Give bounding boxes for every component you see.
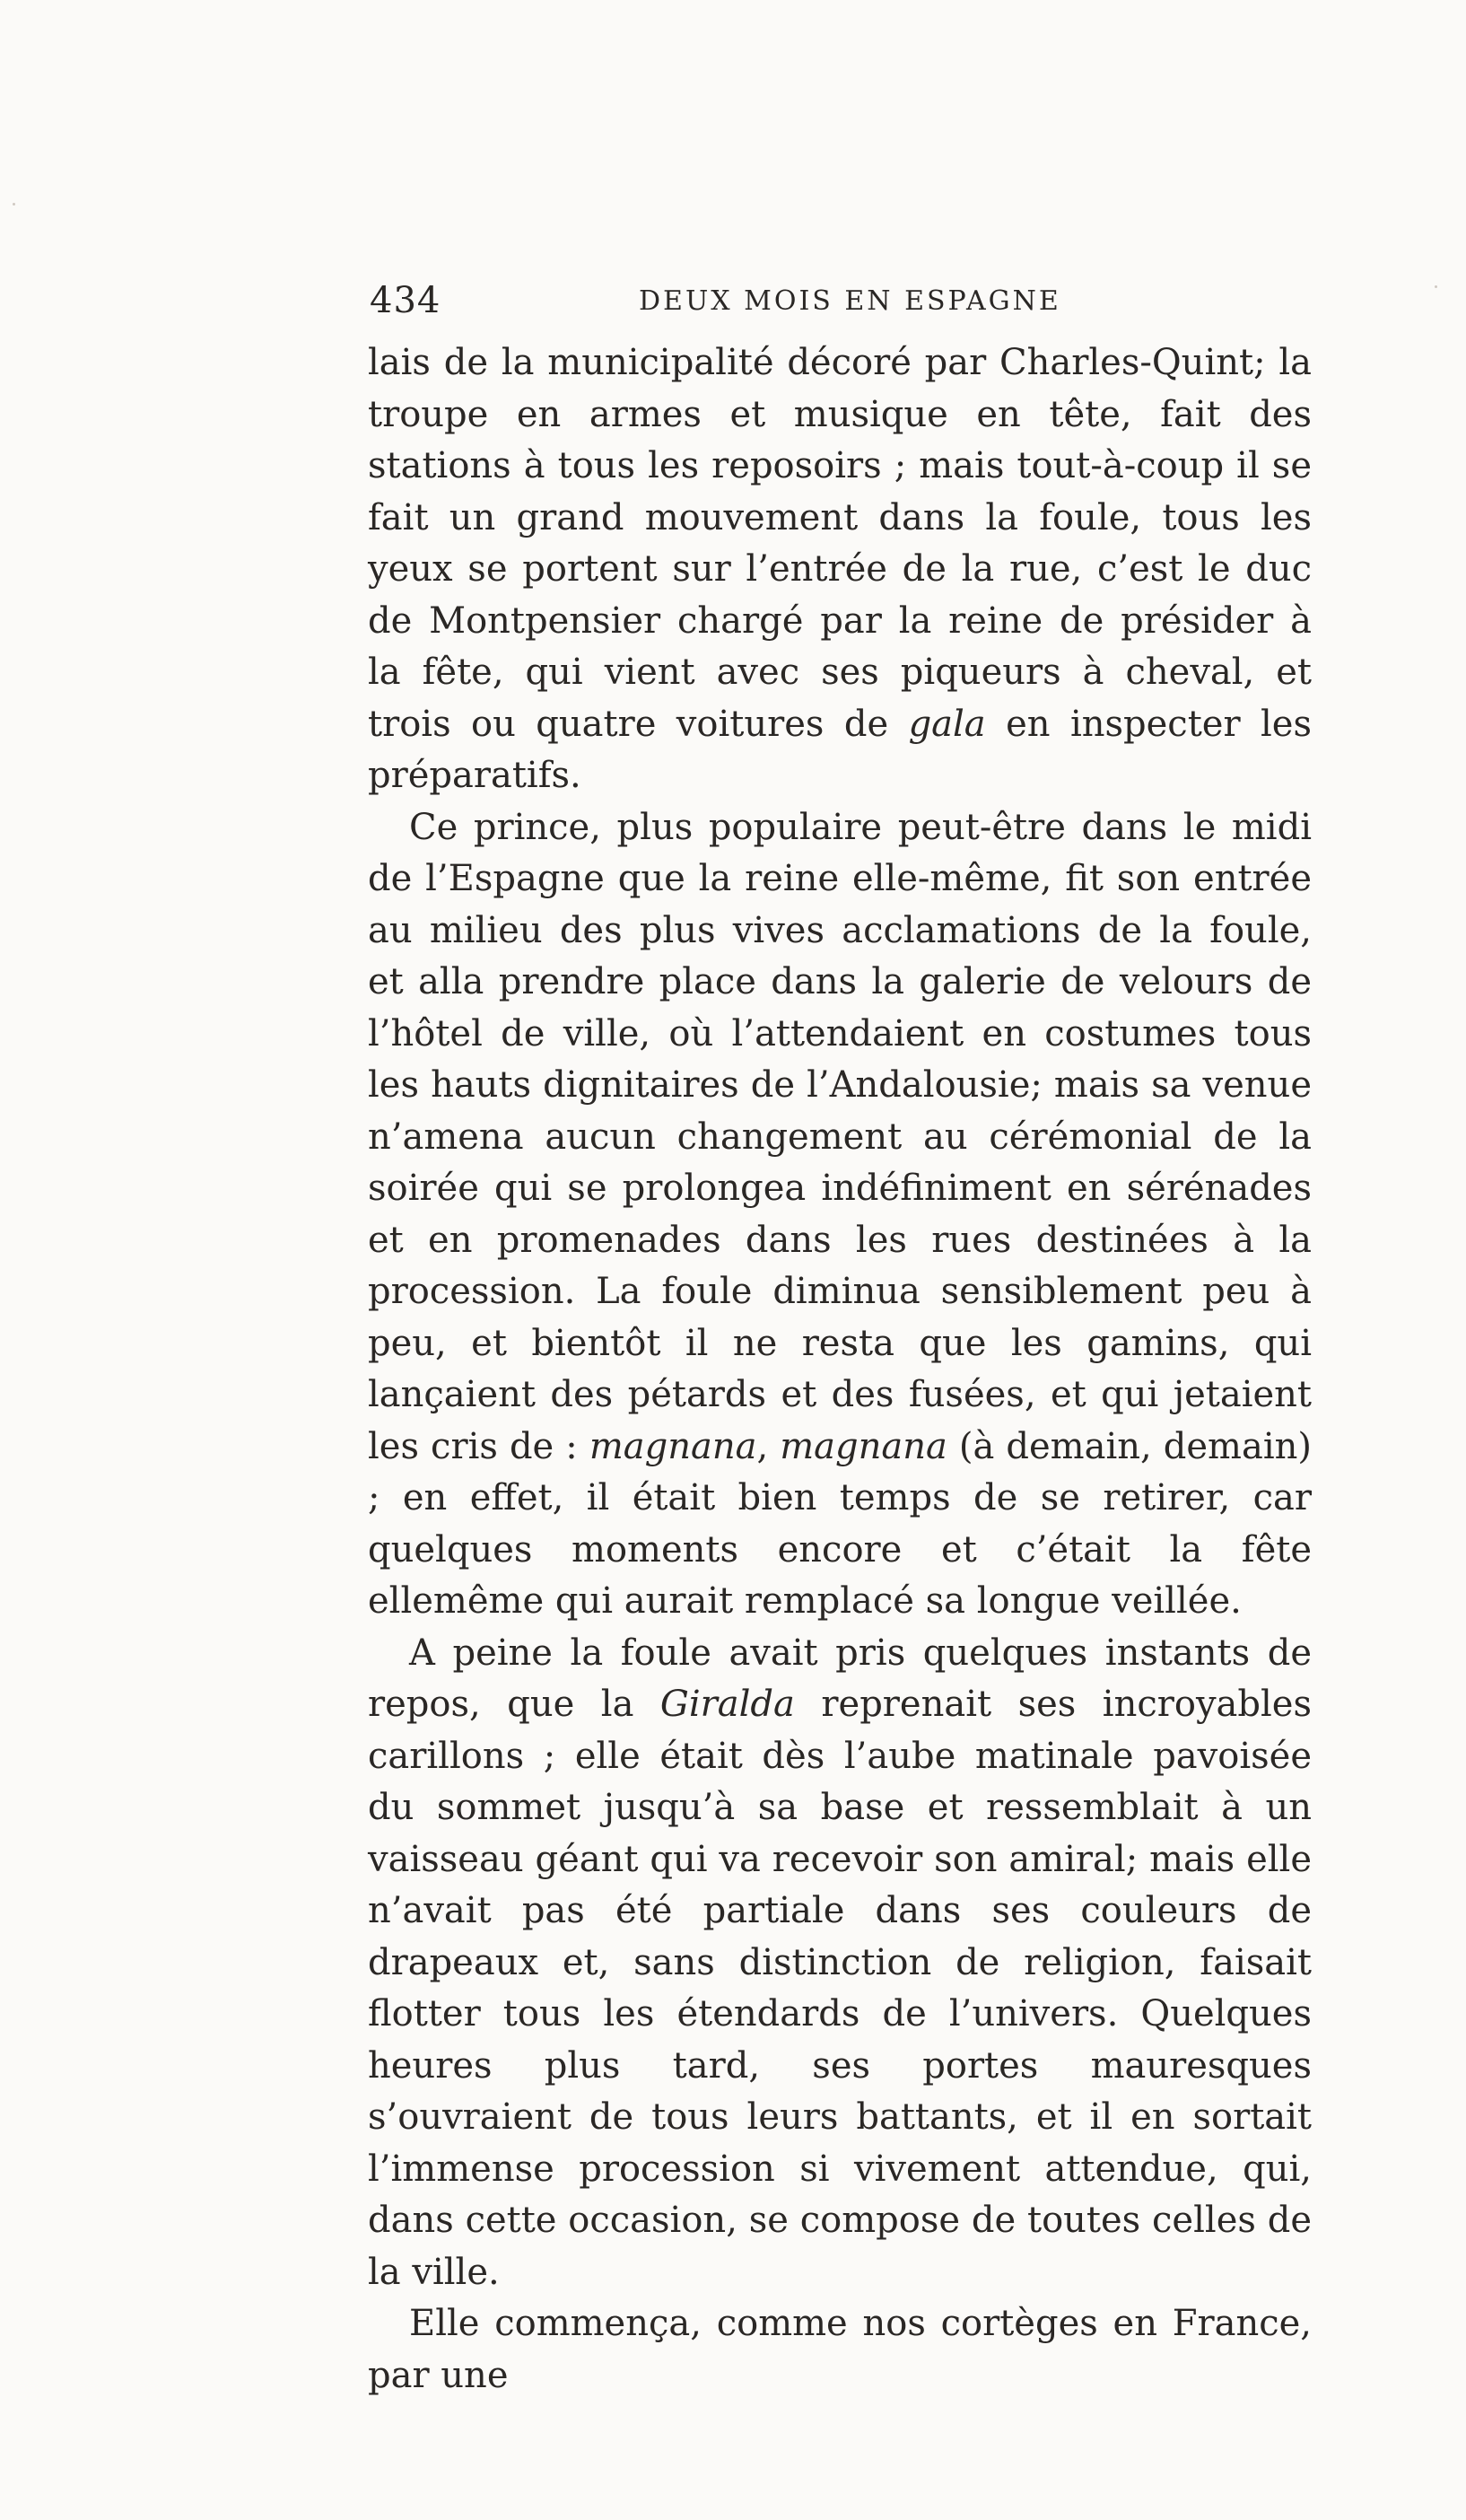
page-number: 434 (370, 280, 441, 321)
text-run: en inspecter les préparatifs. (368, 703, 1312, 796)
body-text (368, 337, 1312, 2402)
paper-speck (13, 203, 15, 206)
paragraph-continuation (368, 337, 1312, 802)
text-run: A peine la foule avait pris quelques instants de repos, que la (368, 1632, 1312, 1725)
text-run: , (756, 1425, 781, 1467)
italic-word-gala: gala (908, 703, 986, 745)
text-run: (à demain, demain) ; en effet, il était bien temps de se retirer, car quelques moments encore et c’était la fête ellemême qui aurait remplacé sa longue veillée. (368, 1425, 1312, 1622)
text-run: Elle commença, comme nos cortèges en France, par une (368, 2303, 1312, 2396)
running-head (370, 280, 1307, 325)
text-run: lais de la municipalité décoré par Charles-Quint; la troupe en armes et musique en tête, fait des stations à tous les reposoirs ; mais tout-à-coup il se fait un grand mouvement dans la foule, tous les yeux se portent sur l’entrée de la rue, c’est le duc de Montpensier chargé par la reine de présider à la fête, qui vient avec ses piqueurs à cheval, et trois ou quatre voitures de (368, 342, 1312, 745)
paragraph (368, 2298, 1312, 2402)
text-run: Ce prince, plus populaire peut-être dans le midi de l’Espagne que la reine elle-même, fit son entrée au milieu des plus vives acclamations de la foule, et alla prendre place dans la galerie de velours de l’hôtel de ville, où l’attendaient en costumes tous les hauts dignitaires de l’Andalousie; mais sa venue n’amena aucun changement au cérémonial de la soirée qui se prolongea indéfiniment en sérénades et en promenades dans les rues destinées à la procession. La foule diminua sensiblement peu à peu, et bientôt il ne resta que les gamins, qui lançaient des pétards et des fusées, et qui jetaient les cris de : (368, 806, 1312, 1467)
italic-word-magnana: magnana (589, 1425, 757, 1467)
paragraph (368, 802, 1312, 1628)
italic-word-magnana: magnana (780, 1425, 947, 1467)
italic-word-giralda: Giralda (659, 1684, 795, 1725)
running-title: DEUX MOIS EN ESPAGNE (639, 285, 1061, 317)
text-run: reprenait ses incroyables carillons ; elle était dès l’aube matinale pavoisée du sommet jusqu’à sa base et ressemblait à un vaisseau géant qui va recevoir son amiral; mais elle n’avait pas été partiale dans ses couleurs de drapeaux et, sans distinction de religion, faisait flotter tous les étendards de l’univers. Quelques heures plus tard, ses portes mauresques s’ouvraient de tous leurs battants, et il en sortait l’immense procession si vivement attendue, qui, dans cette occasion, se compose de toutes celles de la ville. (368, 1684, 1312, 2293)
paper-speck (1435, 285, 1437, 288)
paragraph (368, 1628, 1312, 2299)
